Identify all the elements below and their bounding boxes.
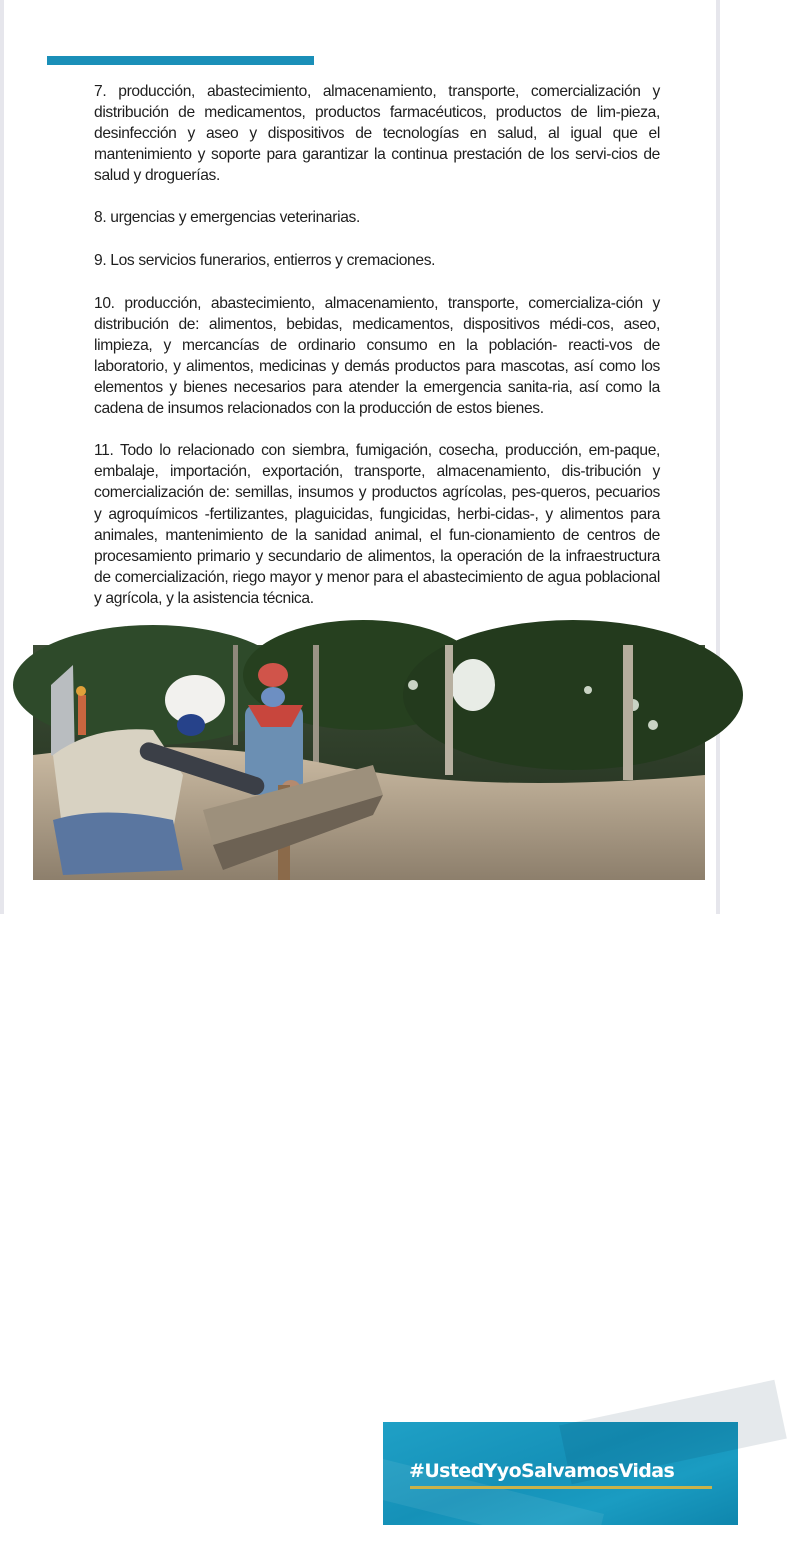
- hashtag-banner: [383, 1422, 738, 1525]
- document-body: [94, 81, 660, 630]
- list-item-7: 7. producción, abastecimiento, almacenamiento, transporte, comercialización y distribución de medicamentos, productos farmacéuticos, productos de lim-pieza, desinfección y aseo y dispositivos de tecnologías en salud, al igual que el mantenimiento y soporte para garantizar la continua prestación de los servi-cios de salud y droguerías.: [94, 83, 660, 185]
- photo-illustration: [33, 645, 705, 880]
- accent-bar: [47, 56, 314, 65]
- list-item-10: 10. producción, abastecimiento, almacenamiento, transporte, comercializa-ción y distribución de: alimentos, bebidas, medicamentos, dispositivos médi-cos, aseo, limpieza, y mercancías de ordinario consumo en la población- reacti-vos de laboratorio, y alimentos, medicinas y demás productos para mascotas, así como los elementos y bienes necesarios para atender la emergencia sanita-ria, así como la cadena de insumos relacionados con la producción de estos bienes.: [94, 294, 660, 418]
- list-item-11: 11. Todo lo relacionado con siembra, fumigación, cosecha, producción, em-paque, embalaje, importación, exportación, transporte, almacenamiento, dis-tribución y comercialización de: semillas, insumos y productos agrícolas, pes-queros, pecuarios y agroquímicos -fertilizantes, plaguicidas, fungicidas, herbi-cidas-, y alimentos para animales, mantenimiento de la sanidad animal, el fun-cionamiento de centros de procesamiento primario y secundario de alimentos, la operación de la infraestructura de comercialización, riego mayor y menor para el abastecimiento de agua poblacional y agrícola, y la asistencia técnica.: [94, 442, 660, 607]
- list-item-8: 8. urgencias y emergencias veterinarias.: [94, 209, 360, 227]
- campaign-hashtag: #UstedYyoSalvamosVidas: [409, 1460, 675, 1482]
- workers-photo: [33, 645, 705, 1482]
- page-frame-right-edge: [716, 0, 720, 914]
- list-item-9: 9. Los servicios funerarios, entierros y cremaciones.: [94, 252, 436, 270]
- hashtag-underline: [410, 1486, 712, 1489]
- page-frame-left-edge: [0, 0, 4, 914]
